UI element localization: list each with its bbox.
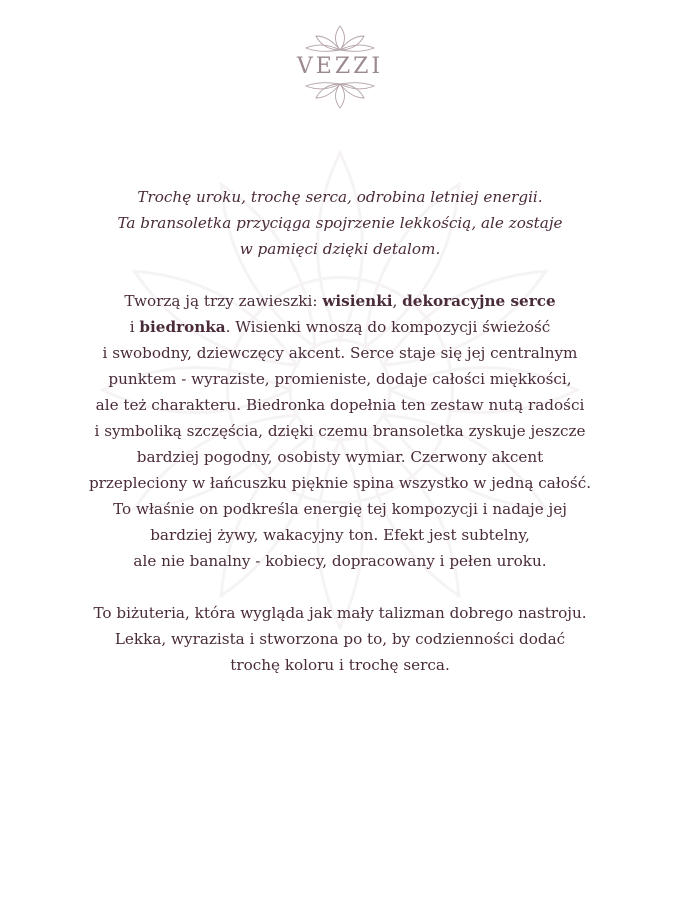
body-line <box>30 314 650 340</box>
body-text: . Wisienki wnoszą do kompozycji świeżość <box>225 318 551 336</box>
body-text: , <box>392 292 403 310</box>
body-line: i swobodny, dziewczęcy akcent. Serce staje się jej centralnym <box>102 344 578 362</box>
intro-paragraph <box>30 184 650 262</box>
body-line: ale też charakteru. Biedronka dopełnia ten zestaw nutą radości <box>95 396 585 414</box>
body-line: ale nie banalny - kobiecy, dopracowany i pełen uroku. <box>133 552 547 570</box>
closing-line: To biżuteria, która wygląda jak mały talizman dobrego nastroju. <box>93 604 587 622</box>
body-line: bardziej żywy, wakacyjny ton. Efekt jest subtelny, <box>150 526 530 544</box>
body-paragraph <box>30 288 650 574</box>
body-line: To właśnie on podkreśla energię tej kompozycji i nadaje jej <box>113 500 567 518</box>
charm-ladybug: biedronka <box>139 318 226 336</box>
body-line: bardziej pogodny, osobisty wymiar. Czerwony akcent <box>136 448 544 466</box>
intro-line: w pamięci dzięki detalom. <box>239 240 441 258</box>
body-line: punktem - wyraziste, promieniste, dodaje całości miękkości, <box>108 370 572 388</box>
closing-paragraph <box>30 600 650 678</box>
body-line: przepleciony w łańcuszku pięknie spina wszystko w jedną całość. <box>88 474 592 492</box>
intro-line: Ta bransoletka przyciąga spojrzenie lekkością, ale zostaje <box>117 214 563 232</box>
body-text: i <box>129 318 140 336</box>
closing-line: Lekka, wyrazista i stworzona po to, by codzienności dodać <box>114 630 566 648</box>
body-line <box>30 288 650 314</box>
product-description <box>30 184 650 704</box>
brand-name: VEZZI <box>290 55 390 79</box>
intro-line: Trochę uroku, trochę serca, odrobina letniej energii. <box>137 188 543 206</box>
closing-line: trochę koloru i trochę serca. <box>230 656 450 674</box>
brand-logo <box>290 22 390 112</box>
charm-heart: dekoracyjne serce <box>402 292 556 310</box>
body-line: i symboliką szczęścia, dzięki czemu bransoletka zyskuje jeszcze <box>94 422 586 440</box>
charm-cherries: wisienki <box>322 292 393 310</box>
body-text: Tworzą ją trzy zawieszki: <box>124 292 323 310</box>
